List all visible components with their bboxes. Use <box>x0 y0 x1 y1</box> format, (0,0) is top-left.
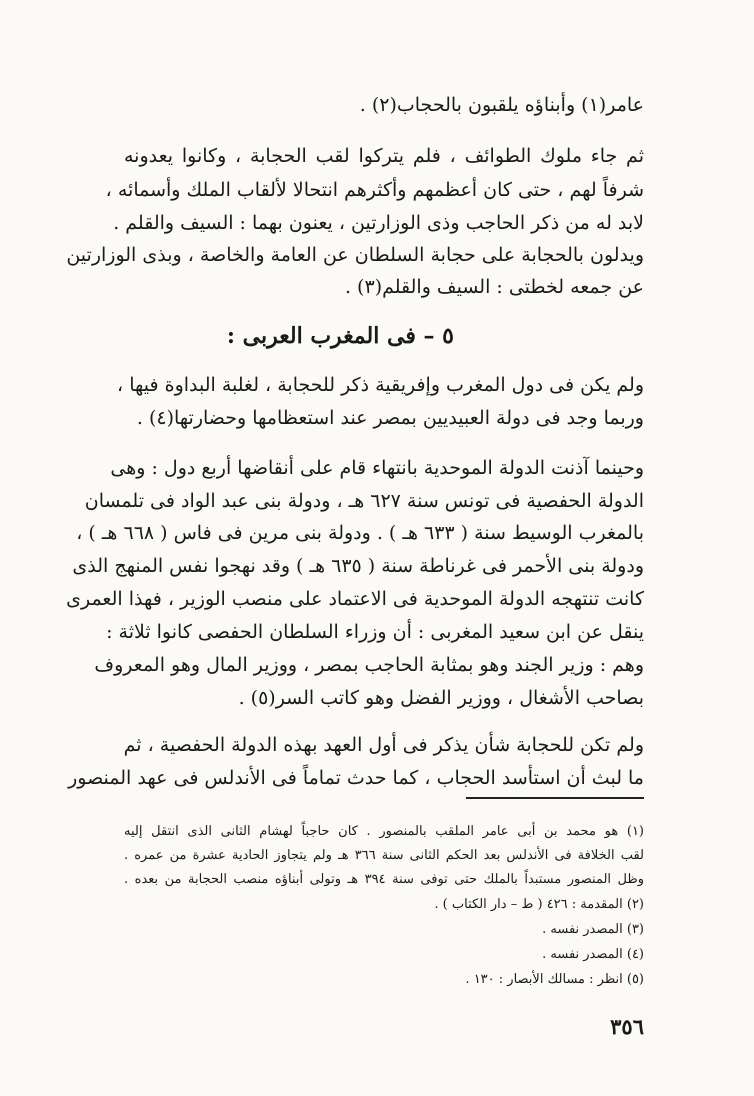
footnote-line: لقب الخلافة فى الأندلس بعد الحكم الثانى سنة ٣٦٦ هـ ولم يتجاوز الحادية عشرة من عمره . <box>124 848 644 863</box>
text-line: عامر(١) وأبناؤه يلقبون بالحجاب(٢) . <box>359 94 644 116</box>
text-line: ولم يكن فى دول المغرب وإفريقية ذكر للحجابة ، لغلبة البداوة فيها ، <box>117 374 644 396</box>
footnote-divider <box>466 797 644 799</box>
text-line: عن جمعه لخطتى : السيف والقلم(٣) . <box>344 276 644 298</box>
text-line: بالمغرب الوسيط سنة ( ٦٣٣ هـ ) . ودولة بنى مرين فى فاس ( ٦٦٨ هـ ) ، <box>76 522 644 544</box>
footnote-line: (٤) المصدر نفسه . <box>542 947 644 962</box>
page-number: ٣٥٦ <box>610 1014 644 1039</box>
footnote-line: (١) هو محمد بن أبى عامر الملقب بالمنصور . كان حاجباً لهشام الثانى الذى انتقل إليه <box>124 824 644 839</box>
text-line: ينقل عن ابن سعيد المغربى : أن وزراء السلطان الحفصى كانوا ثلاثة : <box>106 621 644 643</box>
footnote-line: (٣) المصدر نفسه . <box>542 922 644 937</box>
text-line: وهم : وزير الجند وهو بمثابة الحاجب بمصر ، ووزير المال وهو المعروف <box>94 654 644 676</box>
text-line: الدولة الحفصية فى تونس سنة ٦٢٧ هـ ، ودولة بنى عبد الواد فى تلمسان <box>84 490 644 512</box>
text-line: ويدلون بالحجابة على حجابة السلطان عن العامة والخاصة ، وبذى الوزارتين <box>66 244 644 266</box>
text-line: ولم تكن للحجابة شأن يذكر فى أول العهد بهذه الدولة الحفصية ، ثم <box>123 734 644 756</box>
footnote-line: (٥) انظر : مسالك الأبصار : ١٣٠ . <box>465 972 644 987</box>
text-line: لابد له من ذكر الحاجب وذى الوزارتين ، يعنون بهما : السيف والقلم . <box>113 212 644 234</box>
text-line: وحينما آذنت الدولة الموحدية بانتهاء قام على أنقاضها أربع دول : وهى <box>110 457 644 479</box>
section-heading: ٥ – فى المغرب العربى : <box>226 323 454 349</box>
text-line: وربما وجد فى دولة العبيديين بمصر عند استعظامها وحضارتها(٤) . <box>136 407 644 429</box>
text-line: ودولة بنى الأحمر فى غرناطة سنة ( ٦٣٥ هـ ) وقد نهجوا نفس المنهج الذى <box>72 555 644 577</box>
footnote-line: وظل المنصور مستبداً بالملك حتى توفى سنة ٣٩٤ هـ وتولى أبناؤه منصب الحجابة من بعده . <box>124 872 645 887</box>
text-line: كانت تنتهجه الدولة الموحدية فى الاعتماد على منصب الوزير ، فهذا العمرى <box>66 588 644 610</box>
text-line: شرفاً لهم ، حتى كان أعظمهم وأكثرهم انتحالا لألقاب الملك وأسمائه ، <box>105 179 644 201</box>
text-line: ما لبث أن استأسد الحجاب ، كما حدث تماماً فى الأندلس فى عهد المنصور <box>68 767 644 789</box>
text-line: ثم جاء ملوك الطوائف ، فلم يتركوا لقب الحجابة ، وكانوا يعدونه <box>124 145 644 167</box>
text-line: بصاحب الأشغال ، ووزير الفضل وهو كاتب السر(٥) . <box>238 687 644 709</box>
footnote-line: (٢) المقدمة : ٤٢٦ ( ط – دار الكتاب ) . <box>434 897 644 912</box>
